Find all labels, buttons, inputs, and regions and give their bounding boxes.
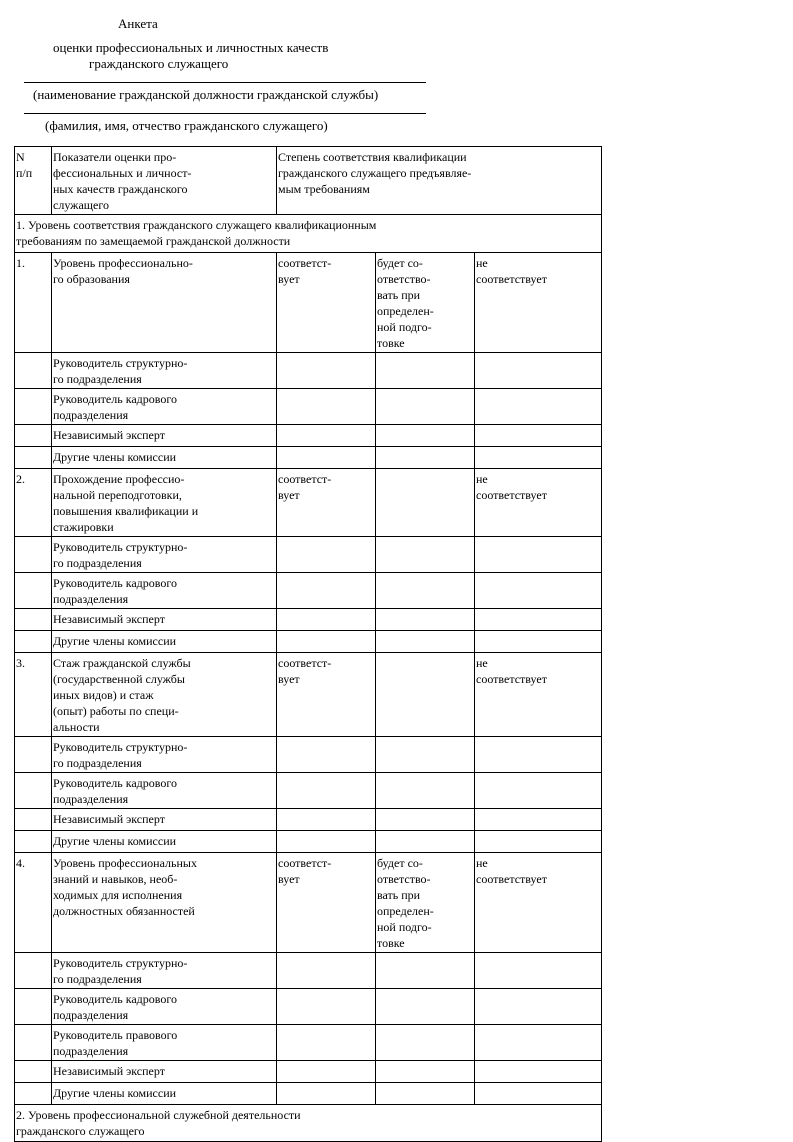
answer-cell[interactable]: [376, 653, 475, 737]
answer-cell[interactable]: [277, 389, 376, 425]
position-blank-line[interactable]: [24, 82, 426, 83]
answer-cell[interactable]: [277, 1061, 376, 1083]
answer-cell[interactable]: [277, 631, 376, 653]
answer-cell[interactable]: [277, 537, 376, 573]
option-with-training[interactable]: будет со- ответство- вать при определен- ной подго- товке: [376, 253, 475, 353]
answer-cell[interactable]: [277, 1025, 376, 1061]
table-row: [15, 469, 602, 537]
answer-cell[interactable]: [475, 1025, 602, 1061]
table-row: [15, 737, 602, 773]
answer-cell[interactable]: [475, 425, 602, 447]
table-row: [15, 809, 602, 831]
answer-cell[interactable]: [376, 447, 475, 469]
member-label: Другие члены комиссии: [52, 831, 277, 853]
member-label: Руководитель структурно- го подразделения: [52, 537, 277, 573]
indicator-label: Уровень профессиональных знаний и навыков, необ- ходимых для исполнения должностных обязанностей: [52, 853, 277, 953]
answer-cell[interactable]: [475, 1083, 602, 1105]
section-row: [15, 215, 602, 253]
section-1-title: 1. Уровень соответствия гражданского служащего квалификационным требованиям по замещаемой гражданской должности: [15, 215, 602, 253]
answer-cell[interactable]: [376, 831, 475, 853]
table-row: [15, 631, 602, 653]
member-label: Независимый эксперт: [52, 425, 277, 447]
option-corresponds[interactable]: соответст- вует: [277, 253, 376, 353]
table-row: [15, 353, 602, 389]
answer-cell[interactable]: [376, 809, 475, 831]
table-row: [15, 447, 602, 469]
member-label: Независимый эксперт: [52, 609, 277, 631]
table-row: [15, 609, 602, 631]
answer-cell[interactable]: [376, 353, 475, 389]
option-corresponds[interactable]: соответст- вует: [277, 653, 376, 737]
table-row: [15, 853, 602, 953]
answer-cell[interactable]: [376, 737, 475, 773]
answer-cell[interactable]: [376, 1025, 475, 1061]
option-corresponds[interactable]: соответст- вует: [277, 469, 376, 537]
option-not-corresponds[interactable]: не соответствует: [475, 253, 602, 353]
table-row: [15, 537, 602, 573]
form-title: Анкета: [118, 16, 158, 31]
row-number: 3.: [15, 653, 52, 737]
answer-cell[interactable]: [475, 737, 602, 773]
member-label: Руководитель кадрового подразделения: [52, 389, 277, 425]
answer-cell[interactable]: [277, 447, 376, 469]
table-row: [15, 653, 602, 737]
header-indicators: Показатели оценки про- фессиональных и личност- ных качеств гражданского служащего: [52, 147, 277, 215]
answer-cell[interactable]: [376, 609, 475, 631]
answer-cell[interactable]: [475, 831, 602, 853]
member-label: Руководитель структурно- го подразделения: [52, 737, 277, 773]
position-caption: (наименование гражданской должности гражданской службы): [33, 87, 379, 102]
table-row: [15, 389, 602, 425]
answer-cell[interactable]: [277, 1083, 376, 1105]
member-label: Руководитель кадрового подразделения: [52, 573, 277, 609]
answer-cell[interactable]: [475, 447, 602, 469]
option-corresponds[interactable]: соответст- вует: [277, 853, 376, 953]
section-2-title: 2. Уровень профессиональной служебной деятельности гражданского служащего: [15, 1105, 602, 1142]
indicator-label: Стаж гражданской службы (государственной службы иных видов) и стаж (опыт) работы по специ- альности: [52, 653, 277, 737]
table-row: [15, 831, 602, 853]
answer-cell[interactable]: [277, 953, 376, 989]
option-not-corresponds[interactable]: не соответствует: [475, 853, 602, 953]
table-row: [15, 573, 602, 609]
table-row: [15, 773, 602, 809]
answer-cell[interactable]: [376, 1061, 475, 1083]
header-number: N п/п: [15, 147, 52, 215]
table-row: [15, 253, 602, 353]
answer-cell[interactable]: [376, 389, 475, 425]
row-number: 4.: [15, 853, 52, 953]
answer-cell[interactable]: [475, 773, 602, 809]
table-row: [15, 1061, 602, 1083]
row-number: 2.: [15, 469, 52, 537]
answer-cell[interactable]: [376, 953, 475, 989]
member-label: Другие члены комиссии: [52, 1083, 277, 1105]
assessment-table: [14, 146, 602, 1142]
row-number: 1.: [15, 253, 52, 353]
answer-cell[interactable]: [277, 773, 376, 809]
member-label: Руководитель кадрового подразделения: [52, 989, 277, 1025]
member-label: Руководитель структурно- го подразделения: [52, 353, 277, 389]
member-label: Независимый эксперт: [52, 1061, 277, 1083]
option-not-corresponds[interactable]: не соответствует: [475, 653, 602, 737]
answer-cell[interactable]: [376, 537, 475, 573]
answer-cell[interactable]: [376, 573, 475, 609]
answer-cell[interactable]: [277, 737, 376, 773]
table-row: [15, 989, 602, 1025]
answer-cell[interactable]: [475, 809, 602, 831]
table-header-row: [15, 147, 602, 215]
table-row: [15, 953, 602, 989]
answer-cell[interactable]: [475, 353, 602, 389]
answer-cell[interactable]: [475, 631, 602, 653]
header-degree: Степень соответствия квалификации гражданского служащего предъявляе- мым требованиям: [277, 147, 602, 215]
answer-cell[interactable]: [475, 609, 602, 631]
option-not-corresponds[interactable]: не соответствует: [475, 469, 602, 537]
name-blank-line[interactable]: [24, 113, 426, 114]
answer-cell[interactable]: [277, 989, 376, 1025]
table-row: [15, 1025, 602, 1061]
answer-cell[interactable]: [376, 469, 475, 537]
name-caption: (фамилия, имя, отчество гражданского служащего): [45, 118, 328, 133]
answer-cell[interactable]: [277, 609, 376, 631]
answer-cell[interactable]: [376, 1083, 475, 1105]
indicator-label: Прохождение профессио- нальной переподготовки, повышения квалификации и стажировки: [52, 469, 277, 537]
answer-cell[interactable]: [277, 809, 376, 831]
answer-cell[interactable]: [277, 573, 376, 609]
option-with-training[interactable]: будет со- ответство- вать при определен- ной подго- товке: [376, 853, 475, 953]
answer-cell[interactable]: [277, 353, 376, 389]
table-row: [15, 425, 602, 447]
answer-cell[interactable]: [277, 425, 376, 447]
member-label: Другие члены комиссии: [52, 631, 277, 653]
answer-cell[interactable]: [475, 573, 602, 609]
answer-cell[interactable]: [475, 1061, 602, 1083]
answer-cell[interactable]: [475, 389, 602, 425]
form-subtitle: оценки профессиональных и личностных качеств: [53, 40, 329, 55]
answer-cell[interactable]: [475, 537, 602, 573]
member-label: Независимый эксперт: [52, 809, 277, 831]
answer-cell[interactable]: [376, 425, 475, 447]
indicator-label: Уровень профессионально- го образования: [52, 253, 277, 353]
table-row: [15, 1083, 602, 1105]
answer-cell[interactable]: [376, 773, 475, 809]
answer-cell[interactable]: [475, 989, 602, 1025]
answer-cell[interactable]: [376, 989, 475, 1025]
answer-cell[interactable]: [376, 631, 475, 653]
answer-cell[interactable]: [277, 831, 376, 853]
member-label: Руководитель кадрового подразделения: [52, 773, 277, 809]
member-label: Другие члены комиссии: [52, 447, 277, 469]
answer-cell[interactable]: [475, 953, 602, 989]
member-label: Руководитель правового подразделения: [52, 1025, 277, 1061]
form-subtitle-2: гражданского служащего: [89, 56, 229, 71]
section-row: [15, 1105, 602, 1142]
member-label: Руководитель структурно- го подразделения: [52, 953, 277, 989]
